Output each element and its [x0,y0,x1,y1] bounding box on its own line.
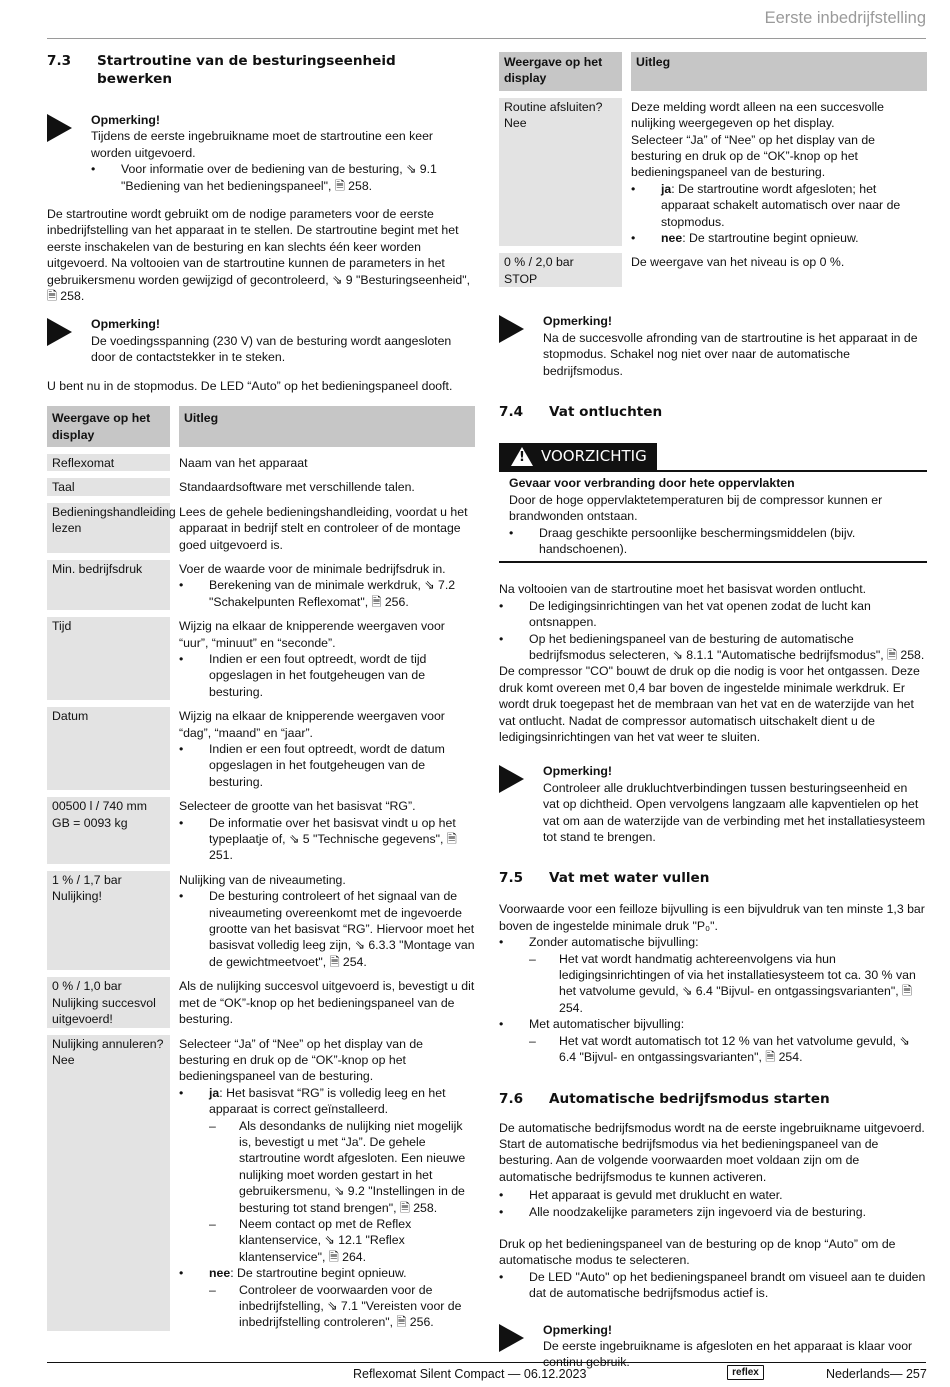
note-arrow-icon [499,1324,524,1352]
note-arrow-icon [47,318,72,346]
table-header-display: Weergave op het display [499,52,622,91]
running-header: Eerste inbedrijfstelling [764,9,926,27]
note-3 [499,313,927,379]
note-text: Tijdens de eerste ingebruikname moet de startroutine een keer worden uitgevoerd. [91,129,434,160]
footer-page-number: — 257 [890,1367,927,1381]
caution-badge: ! VOORZICHTIG [499,443,657,470]
note-text: Na de succesvolle afronding van de startroutine is het apparaat in de stopmodus. Schakel nog niet over naar de automatische bedrijfsmodus. [543,330,918,378]
reflex-logo: reflex [727,1365,764,1380]
note-text: De voedingsspanning (230 V) van de besturing wordt aangesloten door de contactstekker in te steken. [91,333,452,365]
footer-document: Reflexomat Silent Compact — 06.12.2023 [353,1367,587,1381]
table-key: Tijd [47,617,170,700]
table-key: Datum [47,707,170,790]
caution-title: Gevaar voor verbranding door hete oppervlakten [509,476,795,491]
table-key: 0 % / 2,0 bar STOP [499,253,622,287]
note-arrow-icon [499,765,524,793]
table-key: Nulijking annuleren? Nee [47,1035,170,1331]
table-key: 00500 l / 740 mm GB = 0093 kg [47,797,170,864]
section-7-4-heading: 7.4 Vat ontluchten [499,403,663,420]
table-header-uitleg: Uitleg [631,52,927,91]
display-table-continued [499,52,927,287]
left-column [47,52,475,1349]
table-key: 0 % / 1,0 bar Nulijking succesvol uitgevoerd! [47,977,170,1027]
paragraph-startroutine: De startroutine wordt gebruikt om de nodige parameters voor de eerste inbedrijfstelling van het apparaat in te stellen. De startroutine begint met het eerste inschakelen van de besturing en kan slechts één keer worden uitgevoerd. Na voltooien van de startroutine kunnen de parameters in het gebruikersmenu worden gewijzigd of gecontroleerd, ⇘ 9 "Besturingseenheid", 🗎 258. [47,207,471,304]
led-list: • De LED "Auto" op het bedieningspaneel brandt om visueel aan te duiden dat de automatische bedrijfsmodus actief is. [499,1269,927,1302]
note-bullet: • Voor informatie over de bediening van de besturing, ⇘ 9.1 "Bediening van het bedieningspaneel", 🗎 258. [91,161,475,194]
footer-language: Nederlands [826,1367,890,1381]
table-value: De weergave van het niveau is op 0 %. [631,255,845,270]
note-1 [47,112,475,194]
note-title: Opmerking! [91,113,161,127]
caution-block [499,443,927,563]
display-table [47,406,475,1331]
table-value: Naam van het apparaat [179,455,308,470]
footer-rule [47,1362,926,1363]
table-value: Deze melding wordt alleen na een succesvolle nulijking weergegeven op het display. Selecteer “Ja” of “Nee” op het display van de besturing en druk op de “OK”-knop op het bedieningspaneel van de besturing. • ja: De startroutine wordt afgesloten; het apparaat schakelt automatisch over naar de stopmodus. • nee: De startroutine begint opnieuw. [631,98,927,247]
paragraph-automatisch: De automatische bedrijfsmodus wordt na de eerste ingebruikname uitgevoerd. Start de automatische bedrijfsmodus via het bedieningspaneel van de besturing. Aan de volgende voorwaarden moet voldaan zijn om de automatische bedrijfsmodus te kunnen activeren. [499,1120,925,1184]
section-7-5-heading: 7.5 Vat met water vullen [499,870,710,887]
section-7-6-heading: 7.6 Automatische bedrijfsmodus starten [499,1090,830,1107]
note-text: De eerste ingebruikname is afgesloten en het apparaat is klaar voor continu gebruik. [543,1338,913,1370]
caution-box [499,470,927,563]
warning-triangle-icon: ! [511,447,533,466]
table-header-display: Weergave op het display [47,406,170,447]
ontluchten-list: • De ledigingsinrichtingen van het vat openen zodat de lucht kan ontsnappen. • Op het bedieningspaneel van de besturing de automatische bedrijfsmodus selecteren, ⇘ 8.1.1 "Automatische bedrijfsmodus", 🗎 258. [499,598,927,664]
right-column [499,52,927,1383]
note-2 [47,316,475,365]
paragraph-compressor: De compressor "CO" bouwt de druk op die nodig is voor het ontgassen. Deze druk komt overeen met 0,4 bar boven de ingestelde minimale werkdruk. Er wordt druk toegepast het de membraan van het vat en de waterzijde van het vat ontlucht. Nadat de compressor automatisch uitschakelt dient u de ledigingsinrichtingen van het vat weer te sluiten. [499,664,920,744]
note-4 [499,763,927,845]
caution-bullet: • Draag geschikte persoonlijke beschermingsmiddelen (bijv. handschoenen). [509,525,917,558]
paragraph-stopmodus: U bent nu in de stopmodus. De LED “Auto” op het bedieningspaneel dooft. [47,378,453,393]
table-value: Nulijking van de niveaumeting. • De besturing controleert of het signaal van de niveaumeting overeenkomt met de ingevoerde grootte van het basisvat “RG”. Hiervoor moet het basisvat volledig leeg zijn, ⇘ 6.3.3 "Montage van de gewichtmeetvoet", 🗎 254. [179,871,475,970]
note-title: Opmerking! [543,1322,613,1337]
caution-text: Door de hoge oppervlaktetemperaturen bij de compressor kunnen er brandwonden ontstaan. [509,492,883,524]
table-key: 1 % / 1,7 bar Nulijking! [47,871,170,970]
paragraph-vullen: Voorwaarde voor een feilloze bijvulling is een bijvuldruk van ten minste 1,3 bar boven de ingestelde minimale druk "P₀". [499,902,925,933]
table-header-uitleg: Uitleg [179,406,475,447]
table-value: Selecteer de grootte van het basisvat “RG”. • De informatie over het basisvat vindt u op het typeplaatje of, ⇘ 5 "Technische gegevens", 🗎 251. [179,797,475,864]
note-title: Opmerking! [543,314,613,329]
voorwaarden-list: • Het apparaat is gevuld met druklucht en water. • Alle noodzakelijke parameters zijn ingevoerd via de besturing. [499,1187,927,1220]
note-arrow-icon [47,114,72,142]
header-rule [47,38,926,39]
table-value: Wijzig na elkaar de knipperende weergaven voor “dag”, “maand” en “jaar”. • Indien er een fout optreedt, wordt de datum opgeslagen in het foutgeheugen van de besturing. [179,707,475,790]
section-7-3-heading: 7.3 Startroutine van de besturingseenheid bewerken [47,53,396,87]
table-value: Lees de gehele bedieningshandleiding, voordat u het apparaat in bedrijf stelt en controleer of de montage goed uitgevoerd is. [179,504,468,552]
table-key: Routine afsluiten? Nee [499,98,622,247]
note-arrow-icon [499,315,524,343]
note-title: Opmerking! [91,317,161,332]
table-value: Selecteer “Ja” of “Nee” op het display van de besturing en druk op de “OK”-knop op het bedieningspaneel van de besturing. • ja: Het basisvat “RG” is volledig leeg en het apparaat is correct geïnstalleerd. – Als desondanks de nulijking niet mogelijk is, bevestigt u met “Ja”. De gehele startroutine wordt afgesloten. Een nieuwe nulijking moet worden gestart in het gebruikersmenu, ⇘ 9.2 "Instellingen in de besturing tot stand brengen", 🗎 258. – Neem contact op met de Reflex klantenservice, ⇘ 12.1 "Reflex klantenservice", 🗎 264. • nee: De startroutine begint opnieuw. – Controleer de voorwaarden voor de inbedrijfstelling, ⇘ 7.1 "Vereisten voor de inbedrijfstelling controleren", 🗎 256. [179,1035,475,1331]
note-text: Controleer alle drukluchtverbindingen tussen besturingseenheid en vat op dichtheid. Open vervolgens langzaam alle kapventielen op het vat om aan de waterzijde van de verbinding met het installatiesysteem tot stand te brengen. [543,780,926,845]
table-key: Bedieningshandleiding lezen [47,503,170,553]
table-key: Min. bedrijfsdruk [47,560,170,610]
table-key: Reflexomat [47,454,170,471]
note-5 [499,1322,927,1371]
table-key: Taal [47,478,170,495]
table-value: Standaardsoftware met verschillende talen. [179,480,415,495]
table-value: Als de nulijking succesvol uitgevoerd is, bevestigt u dit met de “OK”-knop op het bedieningspaneel van de besturing. [179,979,475,1027]
note-title: Opmerking! [543,764,613,779]
table-value: Voer de waarde voor de minimale bedrijfsdruk in. • Berekening van de minimale werkdruk, ⇘ 7.2 "Schakelpunten Reflexomat", 🗎 256. [179,560,475,610]
paragraph-auto-knop: Druk op het bedieningspaneel van de besturing op de knop “Auto” om de automatische modus te selecteren. [499,1236,896,1268]
vullen-list: • Zonder automatische bijvulling: – Het vat wordt handmatig achtereenvolgens via hun ledigingsinrichtingen of via het installatiesysteem tot ca. 30 % van het vatvolume gevuld, ⇘ 6.4 "Bijvul- en ontgassingsvarianten", 🗎 254. • Met automatischer bijvulling: – Het vat wordt automatisch tot 12 % van het vatvolume gevuld, ⇘ 6.4 "Bijvul- en ontgassingsvarianten", 🗎 254. [499,934,927,1065]
table-value: Wijzig na elkaar de knipperende weergaven voor “uur”, “minuut” en “seconde”. • Indien er een fout optreedt, wordt de tijd opgeslagen in het foutgeheugen van de besturing. [179,617,475,700]
paragraph-ontluchten: Na voltooien van de startroutine moet het basisvat worden ontlucht. [499,582,867,597]
